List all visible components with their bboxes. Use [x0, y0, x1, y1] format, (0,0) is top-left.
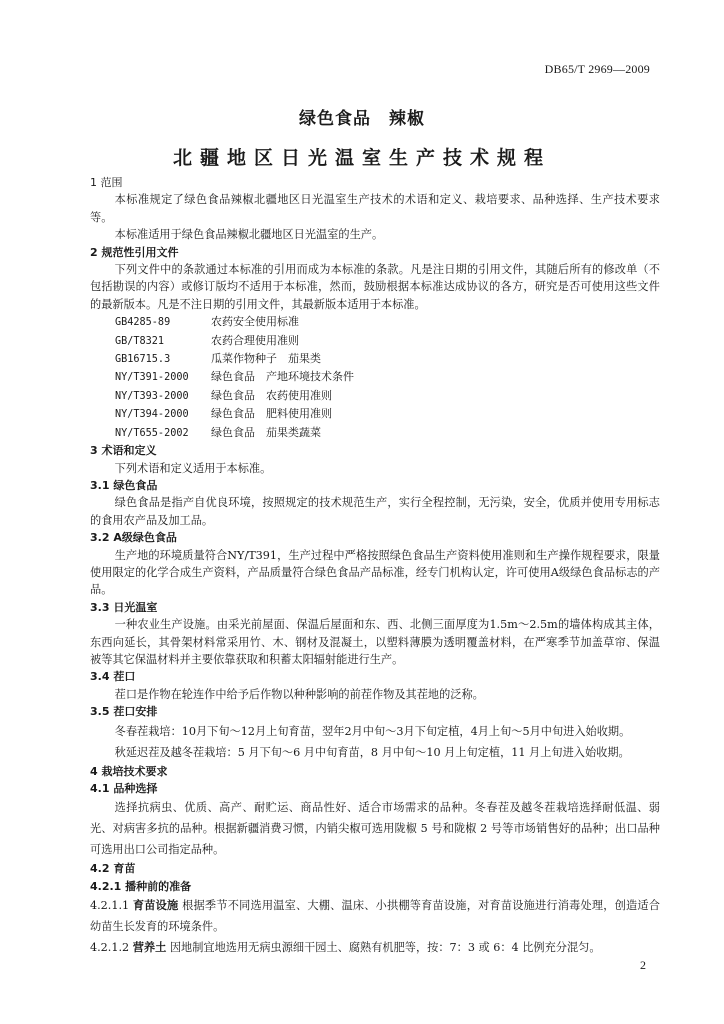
section-3-4-para: 茬口是作物在轮连作中给予后作物以种种影响的前茬作物及其茬地的泛称。	[114, 687, 484, 701]
reference-name: 绿色食品 茄果类蔬菜	[211, 425, 321, 439]
item-number: 4.2.1.2	[90, 941, 130, 955]
document-body	[90, 174, 660, 958]
reference-code: NY/T394-2000	[115, 409, 189, 421]
section-2-heading: 2 规范性引用文件	[90, 245, 179, 259]
section-3-3-para: 一种农业生产设施。由采光前屋面、保温后屋面和东、西、北侧三面厚度为1.5m～2.5m的墙体构成其主体，东西向延长，其骨架材料常采用竹、木、钢材及混凝土，以塑料薄膜为透明覆盖材料，在严寒季节加盖草帘、保温被等其它保温材料并主要依靠获取和积蓄太阳辐射能进行生产。	[90, 618, 660, 666]
reference-code: GB/T8321	[115, 335, 165, 347]
reference-name: 农药合理使用准则	[211, 333, 299, 347]
section-3-1-para: 绿色食品是指产自优良环境，按照规定的技术规范生产，实行全程控制，无污染，安全，优质并使用专用标志的食用农产品及加工品。	[90, 496, 660, 527]
section-3-5-para-1: 冬春茬栽培：10月下旬～12月上旬育苗，翌年2月中旬～3月下旬定植，4月上旬～5月中旬进入始收期。	[114, 724, 631, 738]
section-3-heading: 3 术语和定义	[90, 444, 157, 458]
section-1-para-1: 本标准规定了绿色食品辣椒北疆地区日光温室生产技术的术语和定义、栽培要求、品种选择、生产技术要求等。	[90, 193, 660, 224]
item-4-2-1-1	[90, 895, 660, 937]
standard-code: DB65/T 2969—2009	[544, 62, 650, 76]
reference-name: 绿色食品 农药使用准则	[211, 388, 332, 402]
reference-name: 瓜菜作物种子 茄果类	[211, 352, 321, 366]
reference-item	[90, 350, 660, 368]
title-line-1: 绿色食品 辣椒	[299, 109, 425, 129]
reference-code: NY/T655-2002	[115, 427, 189, 439]
item-4-2-1-2	[90, 937, 660, 958]
reference-name: 绿色食品 产地环境技术条件	[211, 370, 354, 384]
section-4-1-heading: 4.1 品种选择	[90, 782, 158, 795]
section-4-2-heading: 4.2 育苗	[90, 862, 136, 876]
reference-item	[90, 313, 660, 331]
section-3-2-heading: 3.2 A级绿色食品	[90, 531, 177, 545]
section-3-5-heading: 3.5 茬口安排	[90, 705, 158, 719]
section-3-para-1: 下列术语和定义适用于本标准。	[114, 461, 272, 475]
reference-code: GB16715.3	[115, 354, 171, 366]
section-3-2-para: 生产地的环境质量符合NY/T391，生产过程中严格按照绿色食品生产资料使用准则和生产操作规程要求，限量使用限定的化学合成生产资料，产品质量符合绿色食品产品标准，经专门机构认定，许可使用A级绿色食品标志的产品。	[90, 548, 660, 597]
section-3-3-heading: 3.3 日光温室	[90, 600, 158, 614]
section-4-heading: 4 栽培技术要求	[90, 764, 168, 778]
item-text: 根据季节不同选用温室、大棚、温床、小拱棚等育苗设施，对育苗设施进行消毒处理，创造适合幼苗生长发育的环境条件。	[90, 899, 660, 934]
section-1-heading: 1 范围	[90, 176, 123, 189]
item-label: 营养土	[132, 941, 167, 955]
item-label: 育苗设施	[132, 899, 179, 913]
item-number: 4.2.1.1	[90, 899, 130, 913]
reference-name: 农药安全使用标准	[211, 315, 299, 329]
section-1-para-2: 本标准适用于绿色食品辣椒北疆地区日光温室的生产。	[114, 228, 384, 242]
reference-code: GB4285-89	[115, 317, 171, 329]
reference-name: 绿色食品 肥料使用准则	[211, 407, 332, 421]
section-4-1-para: 选择抗病虫、优质、高产、耐贮运、商品性好、适合市场需求的品种。冬春茬及越冬茬栽培选择耐低温、弱光、对病害多抗的品种。根据新疆消费习惯，内销尖椒可选用陇椒 5 号和陇椒 2 号等市场销售好的品种；出口品种可选用出口公司指定品种。	[90, 801, 660, 857]
section-4-2-1-heading: 4.2.1 播种前的准备	[90, 879, 192, 893]
reference-item	[90, 368, 660, 386]
reference-code: NY/T393-2000	[115, 390, 189, 402]
section-3-5-para-2: 秋延迟茬及越冬茬栽培：5 月下旬～6 月中旬育苗，8 月中旬～10 月上旬定植，11 月上旬进入始收期。	[114, 745, 630, 759]
title-line-2: 北疆地区日光温室生产技术规程	[172, 147, 551, 169]
section-3-4-heading: 3.4 茬口	[90, 670, 136, 684]
reference-item	[90, 424, 660, 442]
section-2-para-1: 下列文件中的条款通过本标准的引用而成为本标准的条款。凡是注日期的引用文件，其随后所有的修改单（不包括勘误的内容）或修订版均不适用于本标准，然而，鼓励根据本标准达成协议的各方，研究是否可使用这些文件的最新版本。凡是不注日期的引用文件，其最新版本适用于本标准。	[90, 263, 660, 311]
section-3-1-heading: 3.1 绿色食品	[90, 478, 158, 492]
reference-item	[90, 332, 660, 350]
reference-code: NY/T391-2000	[115, 372, 189, 384]
page-number: 2	[640, 958, 646, 972]
reference-item	[90, 387, 660, 405]
reference-item	[90, 405, 660, 423]
item-text: 因地制宜地选用无病虫源细干园土、腐熟有机肥等，按：7：3 或 6：4 比例充分混匀。	[169, 941, 601, 955]
